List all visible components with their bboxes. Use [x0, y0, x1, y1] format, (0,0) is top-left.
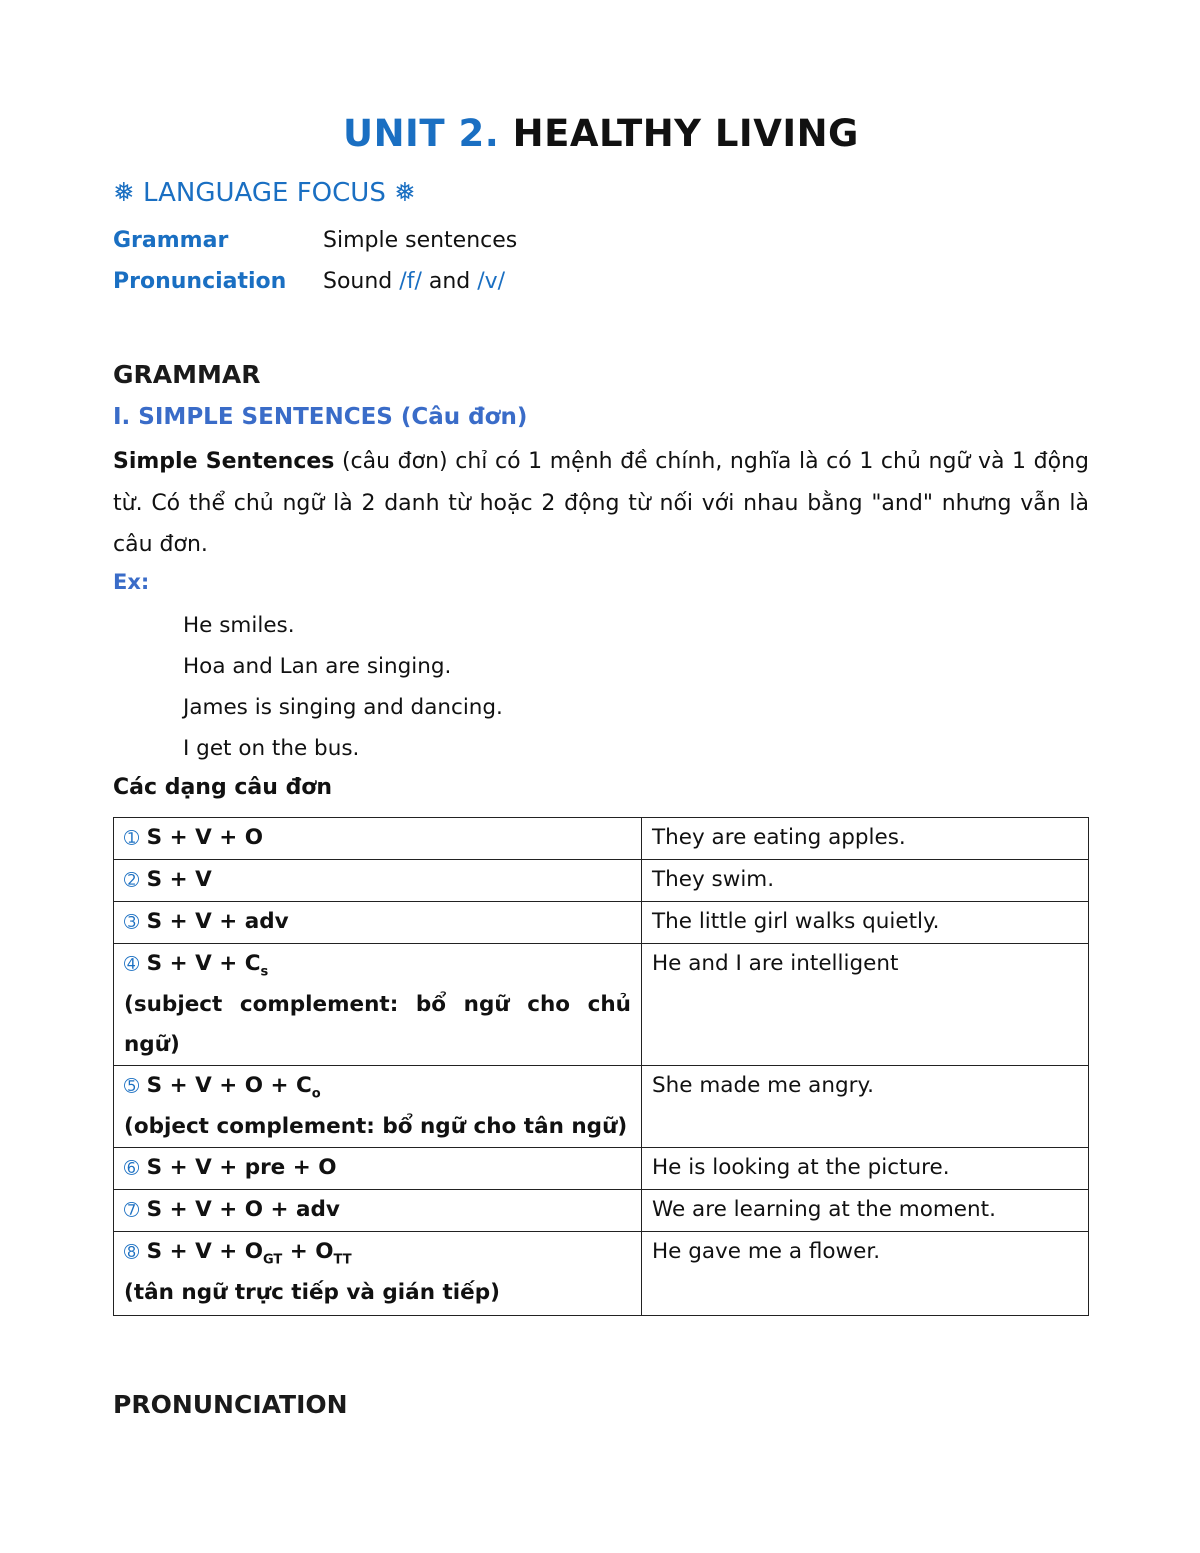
intro-text: (câu đơn) chỉ có 1 mệnh đề chính, nghĩa là có 1 chủ ngữ và 1 động từ. Có thể chủ ngữ là 2 danh từ hoặc 2 động từ nối với nhau bằng "and" nhưng vẫn là câu đơn. [113, 449, 1089, 557]
example-cell: We are learning at the moment. [642, 1190, 1089, 1232]
pattern-cell [114, 1232, 642, 1316]
sound-v: /v/ [477, 269, 506, 294]
sentence-forms-table [113, 817, 1089, 1316]
grammar-focus-row [113, 228, 517, 253]
pronunciation-heading: PRONUNCIATION [113, 1390, 348, 1419]
example-cell: He gave me a flower. [642, 1232, 1089, 1316]
pronunciation-focus-row [113, 269, 505, 294]
sound-f: /f/ [399, 269, 422, 294]
sound-and: and [428, 269, 471, 294]
unit-name: HEALTHY LIVING [512, 112, 859, 155]
pattern-subscript: s [260, 964, 269, 980]
example-cell: He is looking at the picture. [642, 1148, 1089, 1190]
pattern-cell [114, 944, 642, 1066]
pattern-cell [114, 818, 642, 860]
language-focus-heading: ❅ LANGUAGE FOCUS ❅ [113, 178, 416, 208]
number-icon: ➁ [124, 870, 140, 891]
table-row [114, 1148, 1089, 1190]
table-row [114, 1190, 1089, 1232]
grammar-label: Grammar [113, 228, 229, 253]
example-cell: He and I are intelligent [642, 944, 1089, 1066]
pronunciation-label: Pronunciation [113, 269, 287, 294]
pattern-text: S + V + C [146, 951, 261, 976]
pattern-subscript: TT [333, 1252, 352, 1268]
forms-title: Các dạng câu đơn [113, 775, 333, 800]
pattern-text: S + V + O + adv [146, 1197, 340, 1222]
grammar-focus-value: Simple sentences [323, 228, 518, 253]
pattern-cell [114, 860, 642, 902]
example-cell: The little girl walks quietly. [642, 902, 1089, 944]
unit-number: UNIT 2. [343, 112, 500, 155]
example-item: He smiles. [183, 613, 295, 638]
pattern-subscript: GT [262, 1252, 283, 1268]
pattern-text: S + V + adv [146, 909, 289, 934]
pattern-cell [114, 902, 642, 944]
pattern-subscript: o [311, 1086, 321, 1102]
pattern-description: (tân ngữ trực tiếp và gián tiếp) [124, 1280, 500, 1305]
example-cell: She made me angry. [642, 1066, 1089, 1148]
pattern-text: S + V + O [146, 825, 263, 850]
sound-text: Sound [323, 269, 393, 294]
example-item: I get on the bus. [183, 736, 360, 761]
number-icon: ➅ [124, 1158, 140, 1179]
pattern-text: S + V + O [146, 1239, 263, 1264]
example-cell: They swim. [642, 860, 1089, 902]
pattern-text: S + V [146, 867, 212, 892]
table-row [114, 944, 1089, 1066]
table-row [114, 860, 1089, 902]
number-icon: ➃ [124, 954, 140, 975]
simple-sentences-heading: I. SIMPLE SENTENCES (Câu đơn) [113, 404, 528, 430]
example-list [183, 605, 503, 769]
number-icon: ➆ [124, 1200, 140, 1221]
pattern-text: S + V + O + C [146, 1073, 312, 1098]
number-icon: ➇ [124, 1242, 140, 1263]
example-label: Ex: [113, 570, 150, 594]
table-row [114, 1232, 1089, 1316]
number-icon: ➂ [124, 912, 140, 933]
example-cell: They are eating apples. [642, 818, 1089, 860]
pattern-cell [114, 1190, 642, 1232]
table-row [114, 902, 1089, 944]
forms-heading [113, 775, 332, 800]
pattern-cell [114, 1066, 642, 1148]
example-item: Hoa and Lan are singing. [183, 654, 452, 679]
pattern-text: S + V + pre + O [146, 1155, 337, 1180]
intro-term: Simple Sentences [113, 449, 335, 474]
pattern-description: (object complement: bổ ngữ cho tân ngữ) [124, 1114, 628, 1139]
pattern-cell [114, 1148, 642, 1190]
example-item: James is singing and dancing. [183, 695, 503, 720]
intro-paragraph [113, 441, 1089, 566]
grammar-heading: GRAMMAR [113, 360, 261, 389]
pattern-description: (subject complement: bổ ngữ cho chủ ngữ) [124, 992, 631, 1057]
number-icon: ➀ [124, 828, 140, 849]
pattern-text: + O [282, 1239, 334, 1264]
unit-title [113, 112, 1089, 155]
table-row [114, 818, 1089, 860]
number-icon: ➄ [124, 1076, 140, 1097]
table-row [114, 1066, 1089, 1148]
